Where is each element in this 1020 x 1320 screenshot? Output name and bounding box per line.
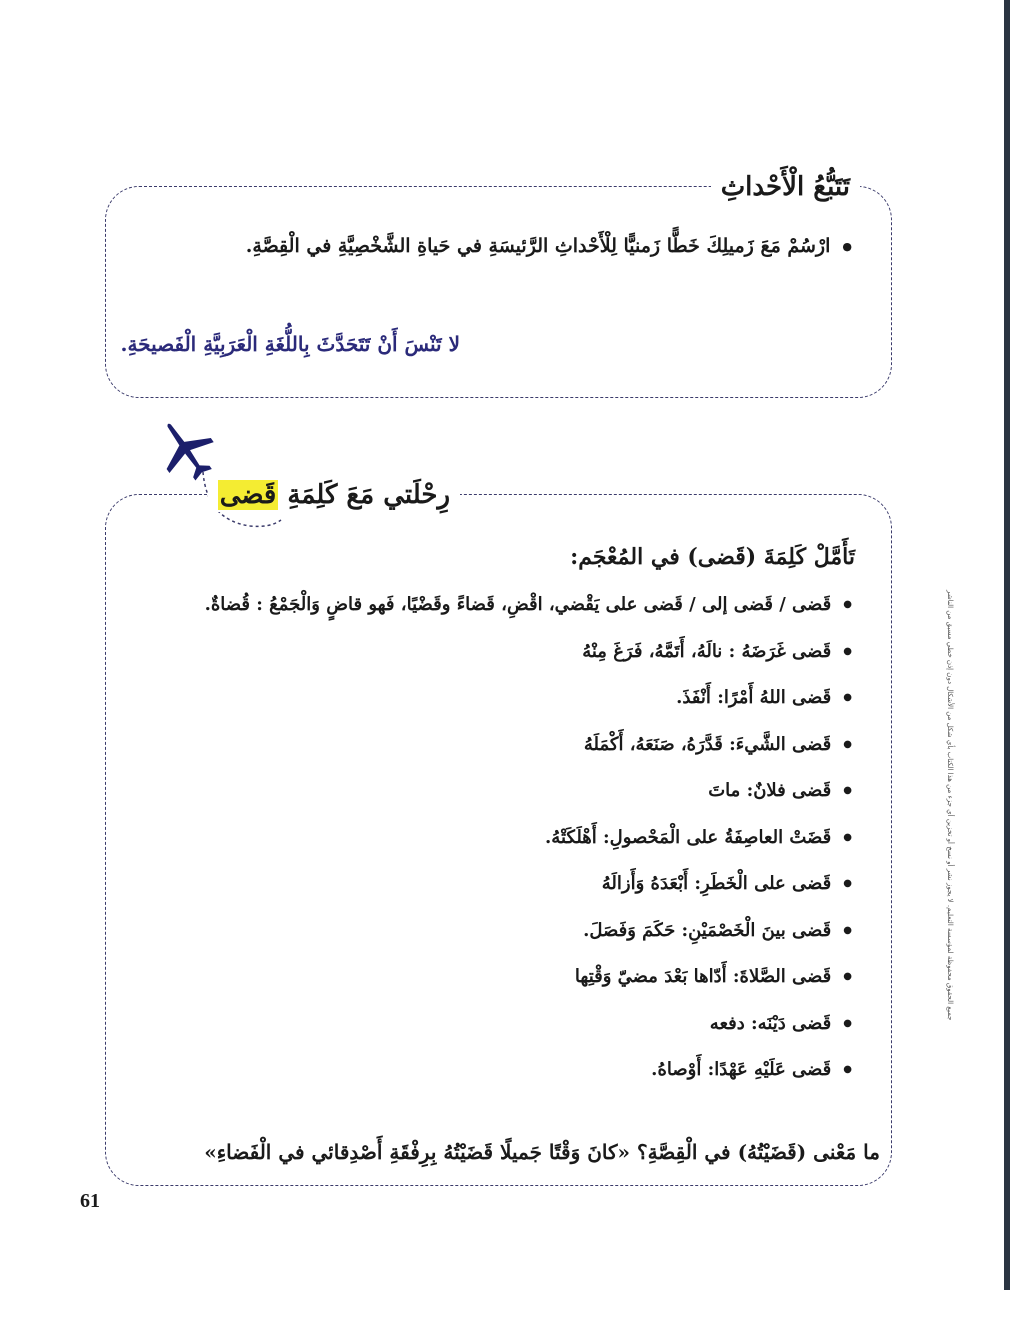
dictionary-heading: تَأَمَّلْ كَلِمَةَ (قَضى) في المُعْجَم: xyxy=(570,544,855,570)
meanings-list xyxy=(132,590,852,1102)
journey-title xyxy=(208,478,460,512)
story-question: ما مَعْنى (قَضَيْتُهُ) في الْقِصَّةِ؟ «كانَ وَقْتًا جَميلًا قَضَيْتُهُ بِرِفْقَةِ أَصْدِقائي في الْفَضاءِ» xyxy=(204,1140,880,1164)
list-item: ● قَضى / قَضى إلى / قَضى على يَقْضي، اقْضِ، قَضاءً وقَضْيًا، فَهو قاضٍ وَالْجَمْعُ : قُضاةٌ. xyxy=(132,590,852,637)
highlighted-word: قَضى xyxy=(219,480,277,510)
list-item: ● قَضى الصَّلاةَ: أَدّاها بَعْدَ مضيّ وَقْتِها xyxy=(132,962,852,1009)
language-reminder: لا تَنْسَ أَنْ تَتَحَدَّثَ بِاللُّغَةِ الْعَرَبِيَّةِ الْفَصيحَةِ. xyxy=(120,332,460,356)
events-bullet: ● ارْسُمْ مَعَ زَميلِكَ خَطًّا زَمنيًّا لِلْأَحْداثِ الرَّئيسَةِ في حَياةِ الشَّخْصِيَّةِ في الْقِصَّةِ. xyxy=(246,232,852,261)
list-item: ● قَضى دَيْنَه: دفعه xyxy=(132,1009,852,1056)
list-item: ● قَضى غَرَضَهُ : نالَهُ، أَتَمَّهُ، فَرَغَ مِنْهُ xyxy=(132,637,852,684)
copyright-side-note: جميع الحقوق محفوظة لمؤسسة التعليم. لا يجوز نشر أو نسخ أو تخزين أي جزء من هذا الكتاب بأي شكل من الأشكال دون إذن خطي مسبق من الناشر xyxy=(946,589,954,1020)
list-item: ● قَضى عَلَيْهِ عَهْدًا: أَوْصاهُ. xyxy=(132,1055,852,1102)
list-item: ● قَضَتْ العاصِفَةُ على الْمَحْصولِ: أَهْلَكَتْهُ. xyxy=(132,823,852,870)
events-title: تَتَبُّعُ الْأَحْداثِ xyxy=(711,170,860,204)
page-edge-bar xyxy=(1004,0,1010,1290)
page-number: 61 xyxy=(80,1190,100,1212)
list-item: ● قَضى بينَ الْخَصْمَيْنِ: حَكَمَ وَفَصَلَ. xyxy=(132,916,852,963)
list-item: ● قَضى فلانٌ: ماتَ xyxy=(132,776,852,823)
events-box xyxy=(105,186,892,398)
list-item: ● قَضى اللهُ أَمْرًا: أَنْفَذَ. xyxy=(132,683,852,730)
journey-title-prefix: رِحْلَتي مَعَ كَلِمَةِ xyxy=(287,480,450,510)
list-item: ● قَضى على الْخَطَرِ: أَبْعَدَهُ وَأَزالَهُ xyxy=(132,869,852,916)
list-item: ● قَضى الشَّيءَ: قَدَّرَهُ، صَنَعَهُ، أَكْمَلَهُ xyxy=(132,730,852,777)
